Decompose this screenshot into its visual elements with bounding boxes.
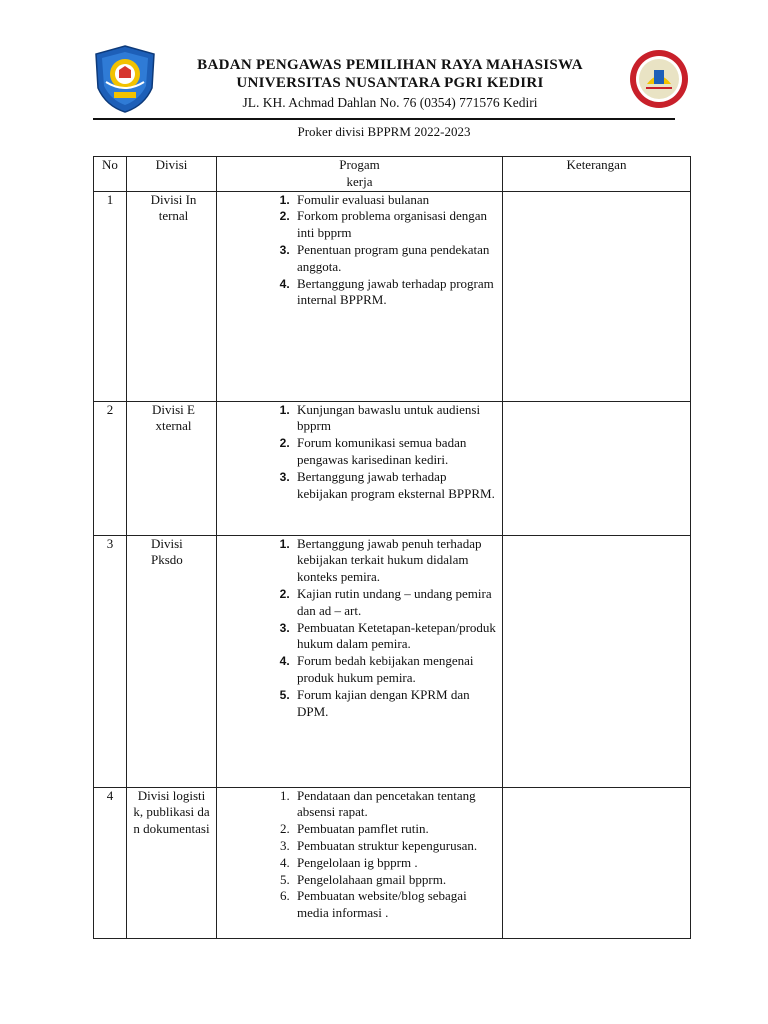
program-item: 5. Pengelolahaan gmail bpprm. <box>293 872 498 889</box>
row-keterangan <box>503 401 691 535</box>
row-no: 1 <box>94 191 127 401</box>
header-no: No <box>94 157 127 192</box>
program-item: 2. Pembuatan pamflet rutin. <box>293 821 498 838</box>
row-keterangan <box>503 787 691 938</box>
program-item: 3. Bertanggung jawab terhadap kebijakan program eksternal BPPRM. <box>293 469 498 503</box>
row-program <box>217 787 503 938</box>
row-divisi <box>127 535 217 787</box>
document-title: Proker divisi BPPRM 2022-2023 <box>297 124 471 139</box>
program-item: 4. Pengelolaan ig bpprm . <box>293 855 498 872</box>
row-program <box>217 191 503 401</box>
header-keterangan: Keterangan <box>503 157 691 192</box>
program-item: 2. Kajian rutin undang – undang pemira dan ad – art. <box>293 586 498 620</box>
row-program <box>217 401 503 535</box>
table-header-row <box>94 157 691 192</box>
program-item: 1. Fomulir evaluasi bulanan <box>293 192 498 209</box>
program-item: 1. Pendataan dan pencetakan tentang absensi rapat. <box>293 788 498 822</box>
header-divisi: Divisi <box>127 157 217 192</box>
program-item: 1. Bertanggung jawab penuh terhadap kebijakan terkait hukum didalam konteks pemira. <box>293 536 498 586</box>
table-row <box>94 401 691 535</box>
program-item: 6. Pembuatan website/blog sebagai media informasi . <box>293 888 498 922</box>
program-item: 3. Pembuatan struktur kepengurusan. <box>293 838 498 855</box>
row-no: 2 <box>94 401 127 535</box>
header-program-label: Progam kerja <box>339 157 380 189</box>
row-divisi <box>127 401 217 535</box>
address: JL. KH. Achmad Dahlan No. 76 (0354) 771576 Kediri <box>242 95 538 110</box>
letterhead <box>150 56 630 112</box>
row-divisi <box>127 787 217 938</box>
divisi-name: Divisi External <box>152 401 195 434</box>
program-item: 5. Forum kajian dengan KPRM dan DPM. <box>293 687 498 721</box>
university-name: UNIVERSITAS NUSANTARA PGRI KEDIRI <box>236 75 544 91</box>
program-item: 3. Penentuan program guna pendekatan anggota. <box>293 242 498 276</box>
table-row <box>94 191 691 401</box>
header-program <box>217 157 503 192</box>
program-item: 1. Kunjungan bawaslu untuk audiensi bpprm <box>293 402 498 436</box>
program-item: 4. Bertanggung jawab terhadap program internal BPPRM. <box>293 276 498 310</box>
right-logo-icon <box>626 48 692 110</box>
program-item: 3. Pembuatan Ketetapan-ketepan/produk hukum dalam pemira. <box>293 620 498 654</box>
proker-table <box>93 156 691 939</box>
divisi-name: Divisi logistik, publikasi dan dokumentasi <box>133 787 210 837</box>
program-item: 2. Forkom problema organisasi dengan inti bpprm <box>293 208 498 242</box>
row-no: 4 <box>94 787 127 938</box>
divisi-name: Divisi Pksdo <box>151 535 183 568</box>
row-keterangan <box>503 191 691 401</box>
program-item: 2. Forum komunikasi semua badan pengawas karisedinan kediri. <box>293 435 498 469</box>
table-row <box>94 535 691 787</box>
org-name: BADAN PENGAWAS PEMILIHAN RAYA MAHASISWA <box>197 57 583 73</box>
table-row <box>94 787 691 938</box>
header-divider <box>93 118 675 120</box>
left-logo-icon <box>92 44 158 114</box>
program-item: 4. Forum bedah kebijakan mengenai produk hukum pemira. <box>293 653 498 687</box>
divisi-name: Divisi Internal <box>150 191 197 224</box>
row-program <box>217 535 503 787</box>
row-keterangan <box>503 535 691 787</box>
row-divisi <box>127 191 217 401</box>
row-no: 3 <box>94 535 127 787</box>
